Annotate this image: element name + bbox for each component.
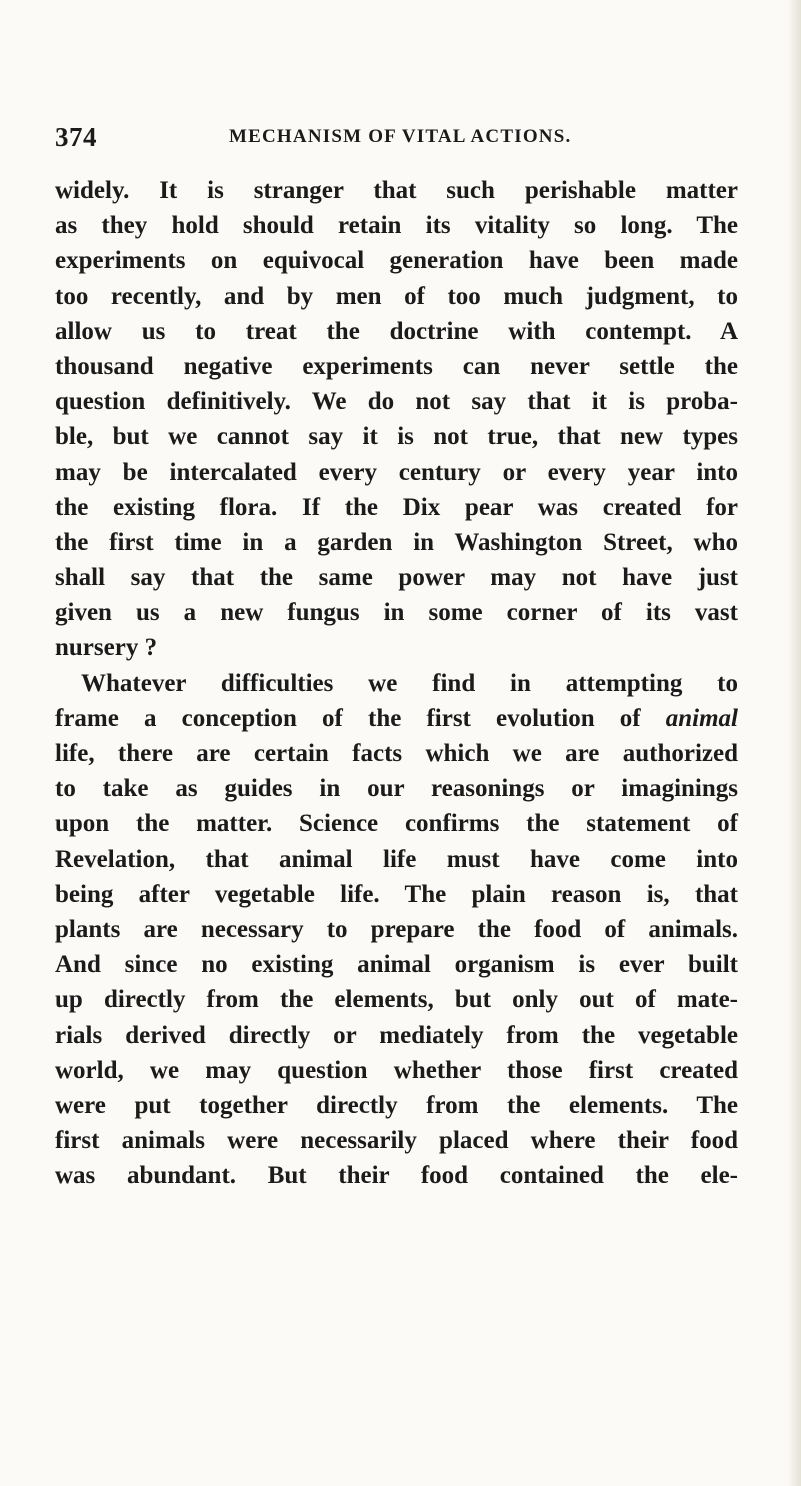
text-line: being after vegetable life. The plain reason is, that: [55, 880, 738, 908]
text-line: nursery ?: [55, 634, 158, 662]
text-line: upon the matter. Science confirms the statement of: [55, 810, 738, 838]
body-text: [55, 173, 738, 1193]
text-line-with-italic: [55, 701, 738, 736]
text-line: the first time in a garden in Washington Street, who: [55, 528, 738, 556]
text-line: too recently, and by men of too much judgment, to: [55, 282, 738, 310]
text-line: question definitively. We do not say that it is proba-: [55, 388, 738, 416]
paragraph-start-line: Whatever difficulties we find in attempting to: [81, 669, 738, 697]
text-line: And since no existing animal organism is ever built: [55, 951, 738, 979]
text-line: plants are necessary to prepare the food of animals.: [55, 915, 738, 943]
text-line: first animals were necessarily placed where their food: [55, 1127, 738, 1155]
text-line: thousand negative experiments can never settle the: [55, 352, 738, 380]
text-line: rials derived directly or mediately from the vegetable: [55, 1021, 738, 1049]
text-line: were put together directly from the elements. The: [55, 1091, 738, 1119]
page-edge-shadow: [787, 0, 801, 1486]
text-line: given us a new fungus in some corner of its vast: [55, 599, 738, 627]
page-number: 374: [55, 122, 97, 152]
text-line: shall say that the same power may not have just: [55, 564, 738, 592]
text-line: to take as guides in our reasonings or imaginings: [55, 775, 738, 803]
text-line: experiments on equivocal generation have been made: [55, 247, 738, 275]
text-line: up directly from the elements, but only out of mate-: [55, 986, 738, 1014]
text-line: world, we may question whether those first created: [55, 1056, 738, 1084]
text-line: as they hold should retain its vitality so long. The: [55, 212, 738, 240]
text-line: widely. It is stranger that such perishable matter: [55, 177, 738, 204]
text-line: may be intercalated every century or every year into: [55, 458, 738, 486]
text-line: life, there are certain facts which we are authorized: [55, 740, 738, 767]
text-line: allow us to treat the doctrine with contempt. A: [55, 317, 738, 345]
text-line-part: frame a conception of the first evolution of: [55, 704, 666, 732]
text-line: Revelation, that animal life must have come into: [55, 845, 738, 873]
text-line: the existing flora. If the Dix pear was created for: [55, 493, 738, 521]
running-head: [55, 122, 735, 162]
text-line: was abundant. But their food contained the ele-: [55, 1162, 738, 1190]
running-title: MECHANISM OF VITAL ACTIONS.: [229, 126, 572, 147]
italic-word: animal: [665, 704, 738, 732]
text-line: ble, but we cannot say it is not true, that new types: [55, 423, 738, 451]
